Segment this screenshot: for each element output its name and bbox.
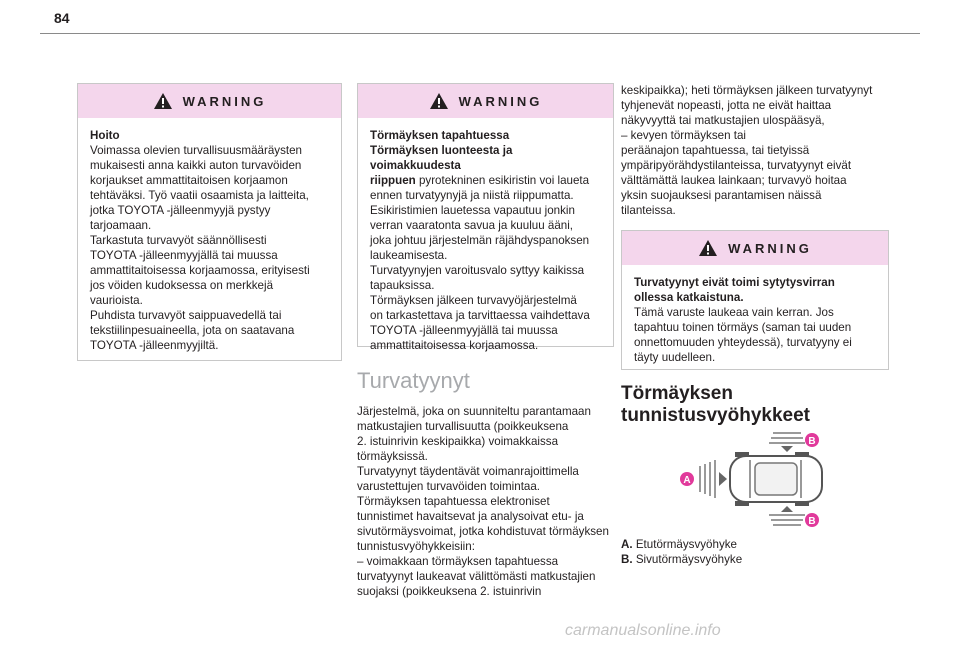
body-line: ympäripyörähdystilanteissa, turvatyynyt eivät bbox=[621, 159, 852, 172]
warning-line: laukeamisesta. bbox=[370, 249, 448, 262]
front-zone-lines bbox=[699, 460, 727, 498]
body-line: sivutörmäysvoimat, jotka kohdistuvat törmäyksen bbox=[357, 525, 609, 538]
warning-line: Tämä varuste laukeaa vain kerran. Jos bbox=[634, 306, 834, 319]
warning-title: WARNING bbox=[182, 93, 267, 109]
warning-line: TOYOTA -jälleenmyyjällä tai muussa bbox=[90, 249, 278, 262]
warning-box-maintenance bbox=[77, 83, 342, 361]
warning-line: Turvatyynyjen varoitusvalo syttyy kaikissa bbox=[370, 264, 585, 277]
warning-line: ennen turvatyynyjä ja niistä riippumatta. bbox=[370, 189, 574, 202]
body-line: peräänajon tapahtuessa, tai tietyissä bbox=[621, 144, 810, 157]
body-line: tunnistimet havaitsevat ja analysoivat etu- ja bbox=[357, 510, 584, 523]
legend-item bbox=[621, 552, 742, 567]
warning-title: WARNING bbox=[458, 93, 543, 109]
warning-line: on tarkastettava ja tarvittaessa vaihdettava bbox=[370, 309, 590, 322]
warning-lines bbox=[634, 305, 876, 365]
warning-line: joka johtuu järjestelmän räjähdyspanoksen bbox=[370, 234, 590, 247]
warning-triangle-icon bbox=[429, 92, 449, 110]
legend-text: Etutörmäysvyöhyke bbox=[635, 538, 737, 551]
detection-zones-diagram bbox=[675, 430, 825, 530]
header-rule bbox=[40, 33, 920, 34]
body-line: Järjestelmä, joka on suunniteltu parantamaan bbox=[357, 405, 591, 418]
body-line: turvatyynyt laukeavat välittömästi matkustajien bbox=[357, 570, 596, 583]
body-line: Törmäyksen tapahtuessa elektroniset bbox=[357, 495, 550, 508]
warning-line: tapahtuu toinen törmäys (saman tai uuden bbox=[634, 321, 852, 334]
section-title-airbags: Turvatyynyt bbox=[357, 368, 470, 393]
warning-line: tehtäväksi. Työ vaatii osaamista ja laitteita, bbox=[90, 189, 309, 202]
legend-text: Sivutörmäysvyöhyke bbox=[635, 553, 743, 566]
heading-line: Törmäyksen bbox=[621, 383, 733, 404]
airbags-description bbox=[357, 404, 622, 599]
zone-a-label: A bbox=[683, 475, 691, 486]
warning-line: verran vaaratonta savua ja kuuluu ääni, bbox=[370, 219, 574, 232]
body-line: Turvatyynyt täydentävät voimanrajoittimella bbox=[357, 465, 579, 478]
body-line: keskipaikka); heti törmäyksen jälkeen turvatyynyt bbox=[621, 84, 873, 97]
legend-key: A. bbox=[621, 538, 633, 551]
warning-line: ammattitaitoisessa korjaamossa, erityisesti bbox=[90, 264, 310, 277]
body-line: törmäyksissä. bbox=[357, 450, 428, 463]
line-rest: pyrotekninen esikiristin voi laueta bbox=[415, 174, 590, 187]
warning-line: täyty uudelleen. bbox=[634, 351, 716, 364]
warning-line: mukaisesti anna kaikki auton turvavöiden bbox=[90, 159, 302, 172]
warning-body bbox=[622, 265, 888, 365]
warning-title: WARNING bbox=[728, 240, 812, 256]
warning-header bbox=[358, 84, 613, 118]
warning-line: Esikiristimien lauetessa vapautuu jonkin bbox=[370, 204, 575, 217]
bold-word: riippuen bbox=[370, 174, 416, 187]
body-line: varustettujen turvavöiden toimintaa. bbox=[357, 480, 541, 493]
car-top-view-icon bbox=[730, 452, 822, 506]
warning-line: tekstiilinpesuaineella, jota on saatavana bbox=[90, 324, 295, 337]
warning-line: Puhdista turvavyöt saippuavedellä tai bbox=[90, 309, 282, 322]
warning-line bbox=[370, 173, 601, 188]
warning-line: Hoito bbox=[90, 129, 120, 142]
body-line: tilanteissa. bbox=[621, 204, 676, 217]
warning-line: Tarkastuta turvavyöt säännöllisesti bbox=[90, 234, 267, 247]
zone-b-label-top: B bbox=[808, 436, 816, 447]
warning-line: Törmäyksen jälkeen turvavyöjärjestelmä bbox=[370, 294, 577, 307]
diagram-legend bbox=[621, 537, 742, 567]
legend-item bbox=[621, 537, 742, 552]
warning-line: TOYOTA -jälleenmyyjällä tai muussa bbox=[370, 324, 558, 337]
body-line: näkyvyyttä tai matkustajien ulospääsyä, bbox=[621, 114, 825, 127]
warning-triangle-icon bbox=[698, 239, 718, 257]
warning-box-ignition bbox=[621, 230, 889, 370]
body-line: välttämättä laukea lainkaan; turvavyö hoitaa bbox=[621, 174, 847, 187]
body-line: – kevyen törmäyksen tai bbox=[621, 129, 747, 142]
warning-line: tapauksissa. bbox=[370, 279, 435, 292]
warning-box-collision bbox=[357, 83, 614, 352]
warning-line: korjaukset ammattitaitoisen korjaamon bbox=[90, 174, 288, 187]
body-line: tunnistusvyöhykkeisiin: bbox=[357, 540, 475, 553]
warning-triangle-icon bbox=[153, 92, 173, 110]
warning-line: jos vöiden kudoksessa on merkkejä bbox=[90, 279, 274, 292]
body-line: 2. istuinrivin keskipaikka) voimakkaissa bbox=[357, 435, 559, 448]
heading-line: tunnistusvyöhykkeet bbox=[621, 405, 810, 426]
page-number: 84 bbox=[54, 10, 70, 26]
warning-line: vaurioista. bbox=[90, 294, 143, 307]
body-line: tyhjenevät nopeasti, jotta ne eivät haittaa bbox=[621, 99, 832, 112]
warning-header bbox=[622, 231, 888, 265]
warning-body bbox=[358, 118, 613, 353]
zone-b-label-bottom: B bbox=[808, 516, 816, 527]
warning-header bbox=[78, 84, 341, 118]
warning-line: Voimassa olevien turvallisuusmääräysten bbox=[90, 144, 303, 157]
body-line: yksin suojauksesi parantamisen näissä bbox=[621, 189, 822, 202]
watermark: carmanualsonline.info bbox=[565, 622, 721, 639]
warning-lines bbox=[370, 188, 601, 353]
side-zone-top-lines bbox=[769, 432, 805, 452]
warning-line: tarjoamaan. bbox=[90, 219, 152, 232]
body-line: matkustajien turvallisuutta (poikkeuksena bbox=[357, 420, 569, 433]
warning-line: ammattitaitoisessa korjaamossa. bbox=[370, 339, 539, 352]
warning-line: Turvatyynyt eivät toimi sytytysvirran bbox=[634, 276, 835, 289]
body-line: suojaksi (poikkeuksena 2. istuinrivin bbox=[357, 585, 542, 598]
warning-line: ollessa katkaistuna. bbox=[634, 291, 744, 304]
heading-detection-zones bbox=[621, 383, 810, 427]
warning-line: onnettomuuden yhteydessä), turvatyyny ei bbox=[634, 336, 852, 349]
side-zone-bottom-lines bbox=[769, 506, 805, 526]
warning-line: TOYOTA -jälleenmyyjiltä. bbox=[90, 339, 219, 352]
body-line: – voimakkaan törmäyksen tapahtuessa bbox=[357, 555, 559, 568]
warning-line: jotka TOYOTA -jälleenmyyjä pystyy bbox=[90, 204, 271, 217]
warning-line: Törmäyksen luonteesta ja voimakkuudesta bbox=[370, 144, 513, 172]
warning-line: Törmäyksen tapahtuessa bbox=[370, 129, 510, 142]
warning-body bbox=[78, 118, 341, 353]
airbags-description-continued bbox=[621, 83, 896, 218]
legend-key: B. bbox=[621, 553, 633, 566]
